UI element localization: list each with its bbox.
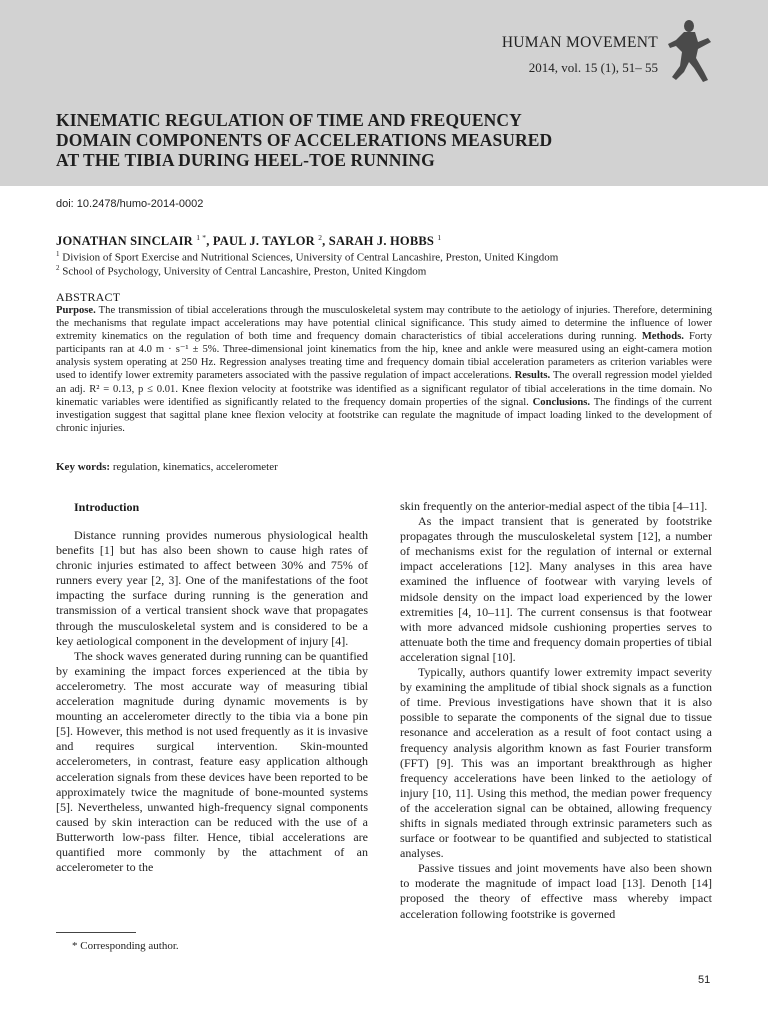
- author-affil-mark: 1 *: [196, 233, 207, 242]
- footnote-divider: [56, 932, 136, 933]
- runner-logo-icon: [664, 18, 718, 86]
- affiliation-text: School of Psychology, University of Central Lancashire, Preston, United Kingdom: [62, 265, 427, 278]
- keywords-label: Key words:: [56, 461, 111, 473]
- abstract-heading: ABSTRACT: [56, 290, 121, 304]
- paper-title: [56, 110, 716, 170]
- introduction-heading: Introduction: [74, 500, 140, 514]
- right-column: [400, 499, 712, 922]
- abstract-methods-label: Methods.: [641, 331, 684, 343]
- journal-name: HUMAN MOVEMENT: [501, 34, 658, 51]
- doi[interactable]: doi: 10.2478/humo-2014-0002: [56, 198, 204, 210]
- page-number: 51: [698, 974, 711, 986]
- title-line: KINEMATIC REGULATION OF TIME AND FREQUENCY: [56, 110, 522, 130]
- paragraph: skin frequently on the anterior-medial aspect of the tibia [4–11].: [400, 499, 708, 513]
- author-affil-mark: 1: [437, 233, 442, 242]
- abstract-body: [56, 304, 712, 435]
- abstract-conclusions: The findings of the current investigation suggest that sagittal plane knee flexion velocity at footstrike can regulate the magnitude of impact loading linked to the development of chronic injuries.: [56, 396, 712, 434]
- author-list: JONATHAN SINCLAIR $^{1 *}$, PAUL J. TAYLOR $^2$, SARAH J. HOBBS $^1$: [56, 233, 442, 249]
- affiliation: [56, 264, 426, 278]
- abstract-purpose-label: Purpose.: [56, 305, 96, 316]
- author-affil-mark: 2: [318, 233, 323, 242]
- paragraph: Passive tissues and joint movements have also been shown to moderate the magnitude of impact load [13]. Denoth [14] proposed the theory of effective mass whereby impact acceleration following footstrike is governed: [400, 861, 712, 921]
- affiliation-number: 2: [56, 264, 60, 272]
- abstract-conclusions-label: Conclusions.: [532, 396, 591, 408]
- author-name: SARAH J. HOBBS: [328, 234, 435, 249]
- keywords-text: regulation, kinematics, accelerometer: [110, 461, 278, 473]
- title-line: DOMAIN COMPONENTS OF ACCELERATIONS MEASURED: [56, 130, 553, 150]
- abstract-results: The overall regression model yielded an adj. R² = 0.13, p ≤ 0.01. Knee flexion velocity at footstrike was identified as a significant regulator of tibial accelerations in the time domain. No kinematic variables were identified as significantly related to the frequency domain properties of the signal.: [56, 370, 712, 408]
- affiliation: [56, 250, 558, 264]
- paragraph: As the impact transient that is generated by footstrike propagates through the musculoskeletal system [12], a number of mechanisms exist for the regulation of internal or external impact accelerations [12]. Many analyses in this area have examined the influence of footwear with varying levels of midsole density on the impact load experienced by the lower extremities [4, 10–11]. The current consensus is that footwear with more advanced midsole cushioning properties serves to attenuate both the time and frequency domain properties of tibial acceleration signal [10].: [400, 514, 712, 664]
- affiliation-number: 1: [56, 250, 60, 258]
- left-column: [56, 528, 368, 875]
- footnote: * Corresponding author.: [72, 940, 179, 952]
- paragraph: The shock waves generated during running can be quantified by examining the impact forces experienced at the tibia by accelerometry. The most accurate way of measuring tibial acceleration magnitude during dynamic movements is by mounting an accelerometer directly to the tibia via a bone pin [5]. However, this method is not used frequently as it is invasive and requires surgical intervention. Skin-mounted accelerometers, in contrast, feature easy application although acceleration signals from these devices have been reported to be approximately twice the magnitude of bone-mounted systems [5]. Nevertheless, unwanted high-frequency signal components caused by skin interaction can be reduced with the use of a Butterworth low-pass filter. Hence, tibial accelerations are quantified more commonly by the attachment of an accelerometer to the: [56, 648, 368, 875]
- abstract-purpose: The transmission of tibial accelerations through the musculoskeletal system may contribute to the aetiology of injuries. Therefore, determining the mechanisms that regulate impact accelerations may have potential clinical significance. This study aimed to determine the influence of lower extremity kinematics on the regulation of both time and frequency domain characteristics of tibial accelerations during running.: [56, 305, 712, 343]
- affiliation-text: Division of Sport Exercise and Nutritional Sciences, University of Central Lancashire, Preston, United Kingdom: [62, 251, 559, 264]
- abstract-methods: Forty participants ran at 4.0 m · s⁻¹ ± 5%. Three-dimensional joint kinematics from the hip, knee and ankle were measured using an eight-camera motion analysis system operating at 250 Hz. Regression analyses treating time and frequency domain tibial acceleration parameters as criterion variables were used to identify lower extremity parameters associated with the passive regulation of impact accelerations.: [56, 331, 712, 382]
- title-line: AT THE TIBIA DURING HEEL-TOE RUNNING: [56, 150, 435, 170]
- journal-issue: 2014, vol. 15 (1), 51– 55: [528, 60, 658, 75]
- author-name: JONATHAN SINCLAIR: [56, 234, 193, 249]
- author-name: PAUL J. TAYLOR: [212, 234, 315, 249]
- abstract-results-label: Results.: [514, 370, 551, 382]
- paragraph: Distance running provides numerous physiological health benefits [1] but has also been shown to cause high rates of chronic injuries estimated to affect between 30% and 75% of runners every year [2, 3]. One of the manifestations of the foot impacting the surface during running is the generation and transmission of a vertical transient shock wave that propagates through the musculoskeletal system and is considered to be a key aetiological component in the development of injury [4].: [56, 528, 368, 648]
- paragraph: Typically, authors quantify lower extremity impact severity by examining the amplitude of tibial shock signals as a function of time. Previous investigations have shown that it is also possible to separate the components of the signal due to tissue resonance and acceleration as a result of foot contact using a frequency analysis algorithm known as fast Fourier transform (FFT) [9]. This was an important breakthrough as higher frequency accelerations have been linked to the aetiology of injury [10, 11]. Using this method, the median power frequency of the acceleration signal can be obtained, allowing frequency shifts in signals mediated through extrinsic parameters such as surface or footwear to be quantified and subjected to statistical analyses.: [400, 665, 712, 861]
- keywords: [56, 461, 278, 473]
